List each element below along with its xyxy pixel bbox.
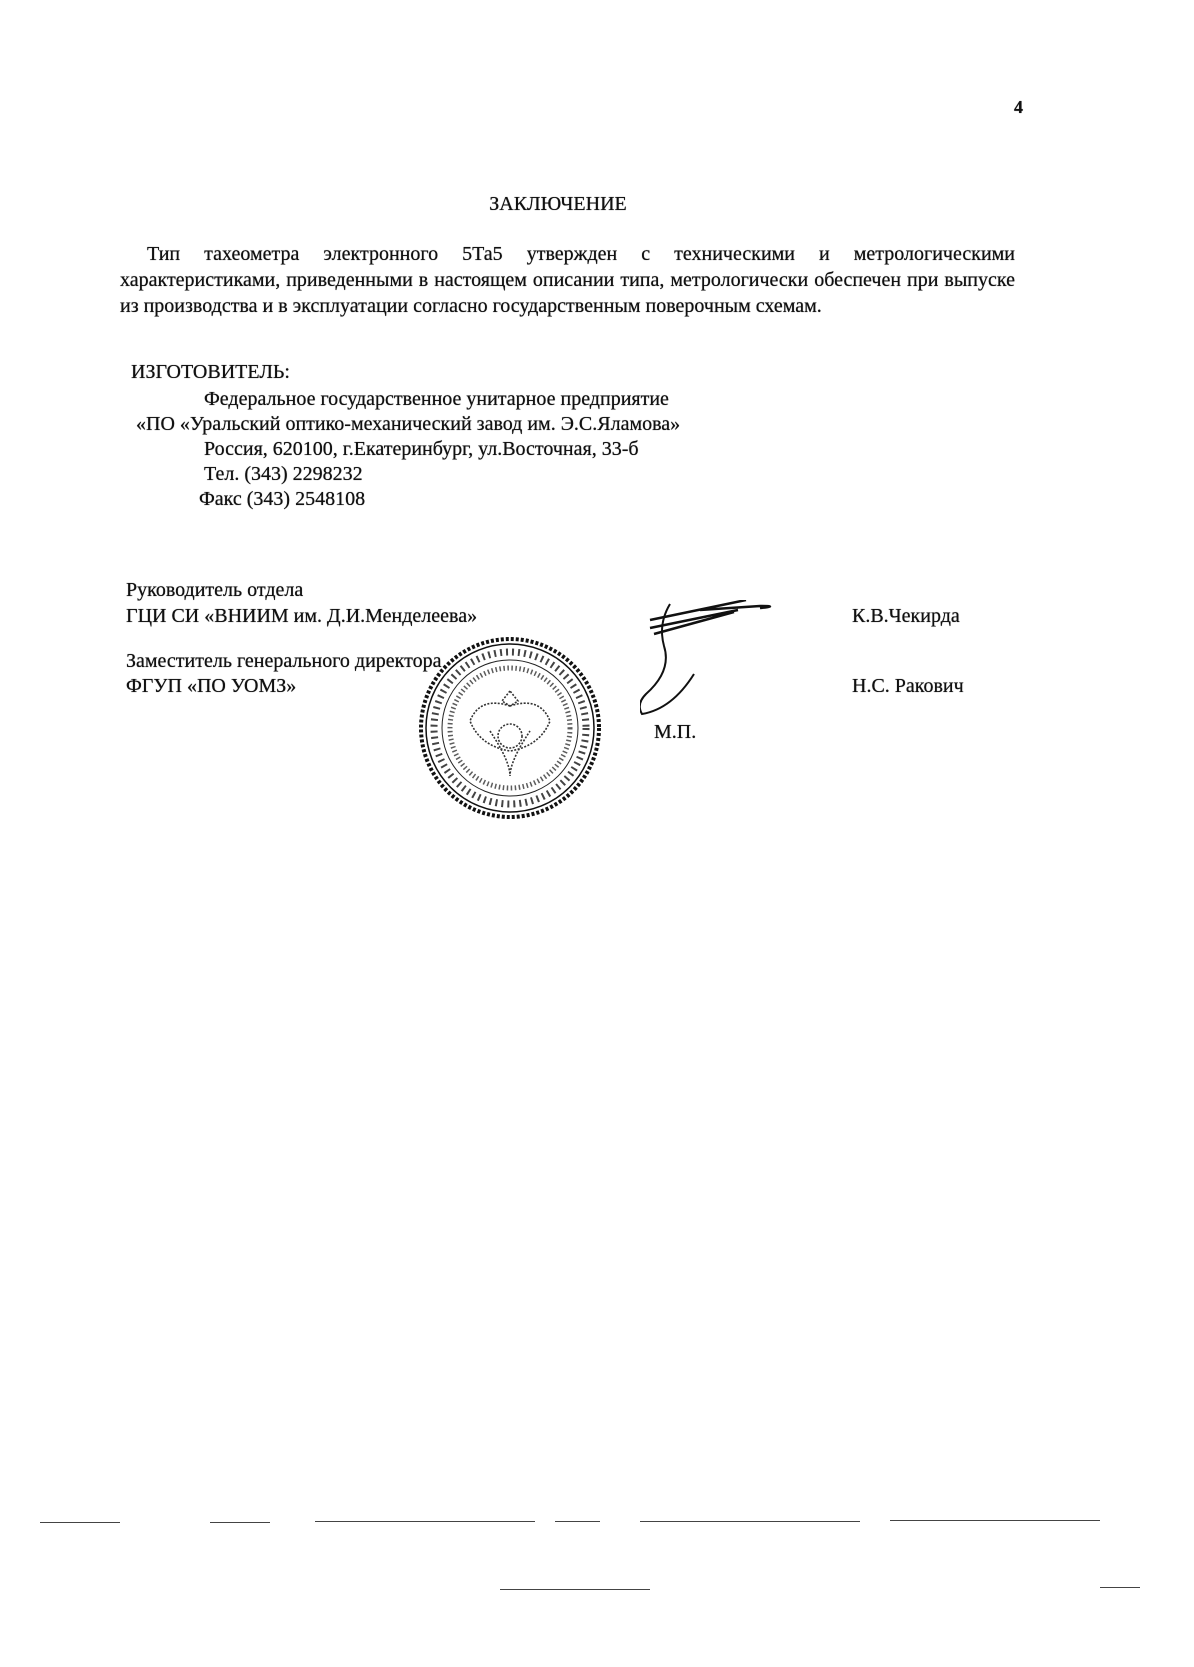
manufacturer-fax: Факс (343) 2548108: [199, 488, 366, 510]
conclusion-paragraph: Тип тахеометра электронного 5Та5 утвержден с техническими и метрологическими характеристиками, приведенными в настоящем описании типа, метрологически обеспечен при выпуске из производства и в эксплуатации согласно государственным поверочным схемам.: [120, 243, 1015, 317]
manufacturer-org-name: «ПО «Уральский оптико-механический завод им. Э.С.Яламова»: [136, 413, 681, 435]
scan-artifact-line: [555, 1521, 600, 1522]
signatory-1-organization: ГЦИ СИ «ВНИИМ им. Д.И.Менделеева»: [126, 605, 478, 627]
signatory-1-position: Руководитель отдела: [126, 579, 304, 601]
manufacturer-address: Россия, 620100, г.Екатеринбург, ул.Восточная, 33-б: [204, 438, 639, 460]
scan-artifact-line: [315, 1521, 535, 1522]
signatory-2-position: Заместитель генерального директора: [126, 650, 442, 672]
scan-artifact-line: [640, 1521, 860, 1522]
official-stamp-seal: [418, 636, 602, 820]
signatory-2-organization: ФГУП «ПО УОМЗ»: [126, 675, 297, 697]
page-number: 4: [1014, 97, 1023, 117]
scan-artifact-line: [500, 1589, 650, 1590]
scan-artifact-line: [210, 1522, 270, 1523]
signatory-2-name: Н.С. Ракович: [852, 675, 964, 697]
manufacturer-org-type: Федеральное государственное унитарное предприятие: [204, 388, 669, 410]
handwritten-signatures: [640, 600, 820, 720]
manufacturer-phone: Тел. (343) 2298232: [204, 463, 363, 485]
manufacturer-heading: ИЗГОТОВИТЕЛЬ:: [131, 361, 290, 383]
scan-artifact-line: [890, 1520, 1100, 1521]
signatory-1-name: К.В.Чекирда: [852, 605, 960, 627]
scan-artifact-line: [40, 1522, 120, 1523]
seal-mark-label: М.П.: [654, 721, 697, 743]
scan-artifact-line: [1100, 1587, 1140, 1588]
page-title: ЗАКЛЮЧЕНИЕ: [489, 193, 627, 215]
